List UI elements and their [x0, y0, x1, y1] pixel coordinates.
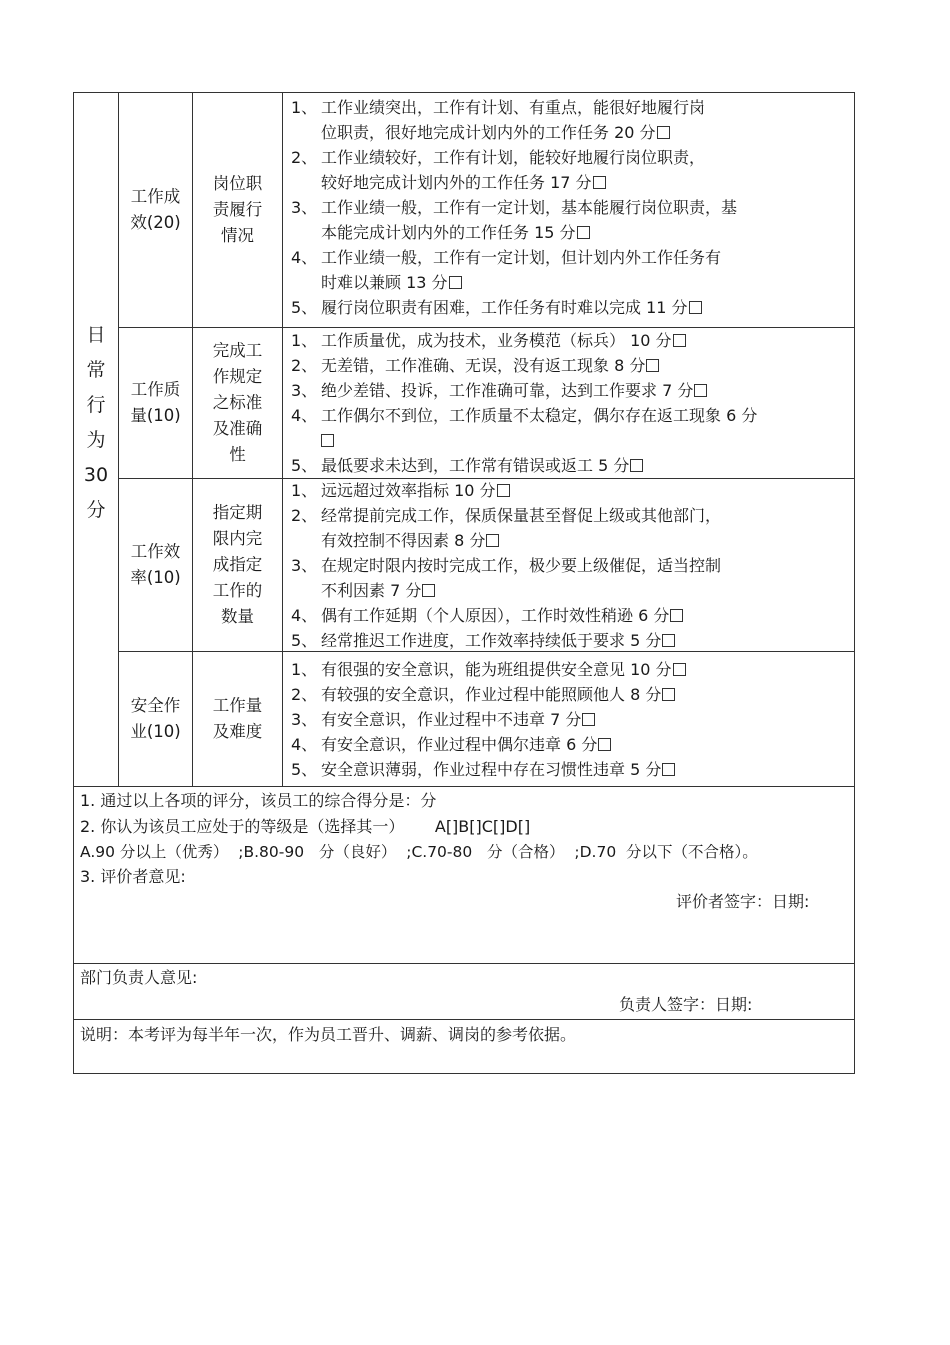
- criterion-line: 性: [229, 445, 246, 464]
- list-item: [291, 378, 851, 403]
- item-line: 有安全意识，作业过程中不违章 7 分: [321, 710, 582, 729]
- checkbox[interactable]: [673, 663, 686, 676]
- category-char: 行: [86, 394, 106, 416]
- item-line: 工作业绩突出，工作有计划、有重点，能很好地履行岗: [321, 98, 706, 117]
- evaluator-signature: 评价者签字：日期:: [676, 892, 810, 911]
- department-opinion-label: 部门负责人意见:: [80, 968, 198, 987]
- item-line: 无差错，工作准确、无误，没有返工现象 8 分: [321, 356, 646, 375]
- section-name-line: 工作效: [130, 542, 181, 561]
- item-number: 3、: [291, 556, 318, 575]
- section-criterion: [193, 328, 282, 478]
- section-criterion: [193, 479, 282, 651]
- checkbox[interactable]: [662, 688, 675, 701]
- item-number: 4、: [291, 606, 318, 625]
- category-char: 30: [83, 464, 109, 486]
- criterion-line: 情况: [221, 226, 254, 245]
- checkbox[interactable]: [449, 276, 462, 289]
- grade-definitions-line: A.90 分以上（优秀） ;B.80-90 分（良好） ;C.70-80 分（合格） ;D.70 分以下（不合格）。: [80, 843, 758, 861]
- item-line: 位职责，很好地完成计划内外的工作任务 20 分: [321, 123, 656, 142]
- checkbox[interactable]: [646, 359, 659, 372]
- item-line: 最低要求未达到，工作常有错误或返工 5 分: [321, 456, 630, 475]
- table-border-bottom: [73, 1073, 855, 1074]
- item-line: 有效控制不得因素 8 分: [321, 531, 486, 550]
- department-signature: 负责人签字：日期:: [619, 995, 753, 1014]
- criterion-line: 之标准: [212, 393, 263, 412]
- category-char: 分: [86, 499, 106, 521]
- section-name-line: 率(10): [130, 568, 181, 587]
- item-number: 4、: [291, 735, 318, 754]
- section-name-line: 效(20): [130, 213, 181, 232]
- item-number: 2、: [291, 148, 318, 167]
- item-number: 2、: [291, 506, 318, 525]
- checkbox[interactable]: [657, 126, 670, 139]
- item-number: 5、: [291, 631, 318, 650]
- section-items: [291, 328, 851, 478]
- checkbox[interactable]: [662, 634, 675, 647]
- list-item: [291, 145, 851, 195]
- checkbox[interactable]: [422, 584, 435, 597]
- checkbox[interactable]: [689, 301, 702, 314]
- criterion-line: 责履行: [212, 200, 263, 219]
- total-score-line: 1. 通过以上各项的评分，该员工的综合得分是：分: [80, 791, 437, 810]
- item-line: 履行岗位职责有困难，工作任务有时难以完成 11 分: [321, 298, 688, 317]
- grade-question-line: 2. 你认为该员工应处于的等级是（选择其一） A[]B[]C[]D[]: [80, 817, 531, 836]
- item-line: 工作业绩一般，工作有一定计划，基本能履行岗位职责，基: [321, 198, 738, 217]
- list-item: [291, 353, 851, 378]
- row-divider: [73, 963, 855, 964]
- criterion-line: 数量: [221, 607, 254, 626]
- section-name-line: 业(10): [130, 722, 181, 741]
- section-name: [119, 479, 192, 651]
- checkbox[interactable]: [694, 384, 707, 397]
- section-name-line: 工作质: [130, 380, 181, 399]
- category-char: 为: [86, 429, 106, 451]
- list-item: [291, 732, 851, 757]
- item-line: 本能完成计划内外的工作任务 15 分: [321, 223, 576, 242]
- list-item: [291, 195, 851, 245]
- item-line: 远远超过效率指标 10 分: [321, 481, 496, 500]
- column-divider: [282, 92, 283, 787]
- item-line: 偶有工作延期（个人原因），工作时效性稍逊 6 分: [321, 606, 670, 625]
- item-line: 不利因素 7 分: [321, 581, 422, 600]
- list-item: [291, 757, 851, 782]
- section-criterion: [193, 93, 282, 327]
- item-line: 绝少差错、投诉，工作准确可靠，达到工作要求 7 分: [321, 381, 694, 400]
- item-number: 2、: [291, 685, 318, 704]
- item-number: 5、: [291, 456, 318, 475]
- checkbox[interactable]: [582, 713, 595, 726]
- criterion-line: 工作量: [212, 696, 263, 715]
- list-item: [291, 657, 851, 682]
- list-item: [291, 295, 851, 320]
- section-name: [119, 652, 192, 786]
- checkbox[interactable]: [598, 738, 611, 751]
- criterion-line: 指定期: [212, 503, 263, 522]
- list-item: [291, 503, 851, 553]
- item-line: 工作业绩较好，工作有计划，能较好地履行岗位职责，: [321, 148, 706, 167]
- criterion-line: 作规定: [212, 367, 263, 386]
- checkbox[interactable]: [486, 534, 499, 547]
- list-item: [291, 453, 851, 478]
- item-number: 3、: [291, 710, 318, 729]
- criterion-line: 工作的: [212, 581, 263, 600]
- section-name-line: 量(10): [130, 406, 181, 425]
- item-number: 3、: [291, 198, 318, 217]
- item-line: 有安全意识，作业过程中偶尔违章 6 分: [321, 735, 598, 754]
- checkbox[interactable]: [577, 226, 590, 239]
- item-line: 有较强的安全意识，作业过程中能照顾他人 8 分: [321, 685, 662, 704]
- item-line: 较好地完成计划内外的工作任务 17 分: [321, 173, 592, 192]
- item-number: 3、: [291, 381, 318, 400]
- criterion-line: 限内完: [212, 529, 263, 548]
- checkbox[interactable]: [673, 334, 686, 347]
- item-line: 在规定时限内按时完成工作，极少要上级催促，适当控制: [321, 556, 722, 575]
- item-number: 1、: [291, 660, 318, 679]
- criterion-line: 完成工: [212, 341, 263, 360]
- item-number: 1、: [291, 331, 318, 350]
- item-line: 工作偶尔不到位，工作质量不太稳定，偶尔存在返工现象 6 分: [321, 406, 758, 425]
- section-items: [291, 95, 851, 320]
- item-number: 1、: [291, 98, 318, 117]
- item-line: 经常提前完成工作，保质保量甚至督促上级或其他部门，: [321, 506, 722, 525]
- section-items: [291, 657, 851, 782]
- category-char: 日: [86, 324, 106, 346]
- row-divider: [73, 1019, 855, 1020]
- item-line: 工作业绩一般，工作有一定计划，但计划内外工作任务有: [321, 248, 722, 267]
- list-item: [291, 95, 851, 145]
- section-items: [291, 478, 851, 653]
- list-item: [291, 403, 851, 453]
- category-char: 常: [86, 359, 106, 381]
- item-number: 4、: [291, 406, 318, 425]
- evaluator-opinion-label: 3. 评价者意见:: [80, 867, 186, 886]
- item-line: 时难以兼顾 13 分: [321, 273, 448, 292]
- criterion-line: 及难度: [212, 722, 263, 741]
- section-name-line: 安全作: [130, 696, 181, 715]
- item-number: 5、: [291, 760, 318, 779]
- checkbox[interactable]: [662, 763, 675, 776]
- criterion-line: 岗位职: [212, 174, 263, 193]
- checkbox[interactable]: [593, 176, 606, 189]
- item-number: 1、: [291, 481, 318, 500]
- item-line: 安全意识薄弱，作业过程中存在习惯性违章 5 分: [321, 760, 662, 779]
- list-item: [291, 628, 851, 653]
- criterion-line: 及准确: [212, 419, 263, 438]
- list-item: [291, 245, 851, 295]
- list-item: [291, 478, 851, 503]
- row-divider: [73, 786, 855, 787]
- table-border-left: [73, 92, 74, 1074]
- table-border-right: [854, 92, 855, 1074]
- list-item: [291, 603, 851, 628]
- section-name: [119, 93, 192, 327]
- list-item: [291, 553, 851, 603]
- checkbox[interactable]: [670, 609, 683, 622]
- note-text: 说明：本考评为每半年一次，作为员工晋升、调薪、调岗的参考依据。: [80, 1025, 577, 1044]
- item-line: 有很强的安全意识，能为班组提供安全意见 10 分: [321, 660, 672, 679]
- category-label: [74, 318, 118, 528]
- list-item: [291, 328, 851, 353]
- list-item: [291, 707, 851, 732]
- section-criterion: [193, 652, 282, 786]
- checkbox[interactable]: [497, 484, 510, 497]
- section-name-line: 工作成: [130, 187, 181, 206]
- item-line: 工作质量优，成为技术，业务模范（标兵） 10 分: [321, 331, 672, 350]
- list-item: [291, 682, 851, 707]
- item-number: 4、: [291, 248, 318, 267]
- checkbox[interactable]: [321, 434, 334, 447]
- item-number: 2、: [291, 356, 318, 375]
- criterion-line: 成指定: [212, 555, 263, 574]
- checkbox[interactable]: [630, 459, 643, 472]
- item-line: 经常推迟工作进度，工作效率持续低于要求 5 分: [321, 631, 662, 650]
- section-name: [119, 328, 192, 478]
- item-number: 5、: [291, 298, 318, 317]
